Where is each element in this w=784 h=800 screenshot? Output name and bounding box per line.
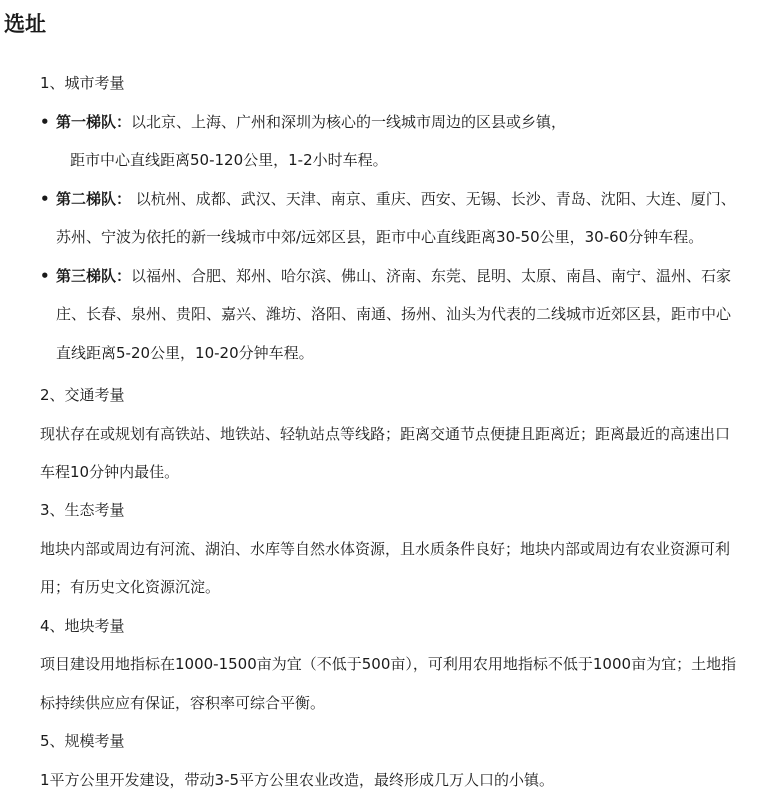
tier-2-label: 第二梯队： [56,190,132,208]
land-text-line-1: 项目建设用地指标在1000-1500亩为宜（不低于500亩），可利用农用地指标不低于1000亩为宜；土地指 [40,655,737,673]
bullet-icon: • [40,190,50,208]
tier-3-line-1 [56,257,731,296]
traffic-text-line-2: 车程10分钟内最佳。 [40,463,180,481]
tier-2-text-1: 以杭州、成都、武汉、天津、南京、重庆、西安、无锡、长沙、青岛、沈阳、大连、厦门、 [131,190,736,208]
section-heading-city: 1、城市考量 [40,74,125,92]
page-title: 选址 [4,12,46,36]
tier-2-line-2: 苏州、宁波为依托的新一线城市中郊/远郊区县，距市中心直线距离30-50公里，30-60分钟车程。 [56,228,704,246]
tier-3-text-1: 以福州、合肥、郑州、哈尔滨、佛山、济南、东莞、昆明、太原、南昌、南宁、温州、石家 [131,267,732,285]
land-text-line-2: 标持续供应应有保证，容积率可综合平衡。 [40,694,326,712]
section-heading-traffic: 2、交通考量 [40,386,125,404]
tier-1-text-1: 以北京、上海、广州和深圳为核心的一线城市周边的区县或乡镇， [131,113,567,131]
tier-3-label: 第三梯队： [56,267,132,285]
section-heading-land: 4、地块考量 [40,617,125,635]
tier-1-line-1 [56,103,566,142]
section-heading-scale: 5、规模考量 [40,732,125,750]
traffic-text-line-1: 现状存在或规划有高铁站、地铁站、轻轨站点等线路；距离交通节点便捷且距离近；距离最近的高速出口 [40,425,731,443]
ecology-text-line-2: 用；有历史文化资源沉淀。 [40,578,221,596]
scale-text-line-1: 1平方公里开发建设，带动3-5平方公里农业改造，最终形成几万人口的小镇。 [40,771,555,789]
bullet-icon: • [40,267,50,285]
tier-2-line-1 [56,180,736,219]
section-heading-ecology: 3、生态考量 [40,501,125,519]
tier-1-label: 第一梯队： [56,113,132,131]
tier-3-line-2: 庄、长春、泉州、贵阳、嘉兴、潍坊、洛阳、南通、扬州、汕头为代表的二线城市近郊区县，距市中心 [56,305,732,323]
bullet-icon: • [40,113,50,131]
tier-1-line-2: 距市中心直线距离50-120公里，1-2小时车程。 [70,151,388,169]
tier-3-line-3: 直线距离5-20公里，10-20分钟车程。 [56,344,314,362]
ecology-text-line-1: 地块内部或周边有河流、湖泊、水库等自然水体资源，且水质条件良好；地块内部或周边有农业资源可利 [40,540,731,558]
